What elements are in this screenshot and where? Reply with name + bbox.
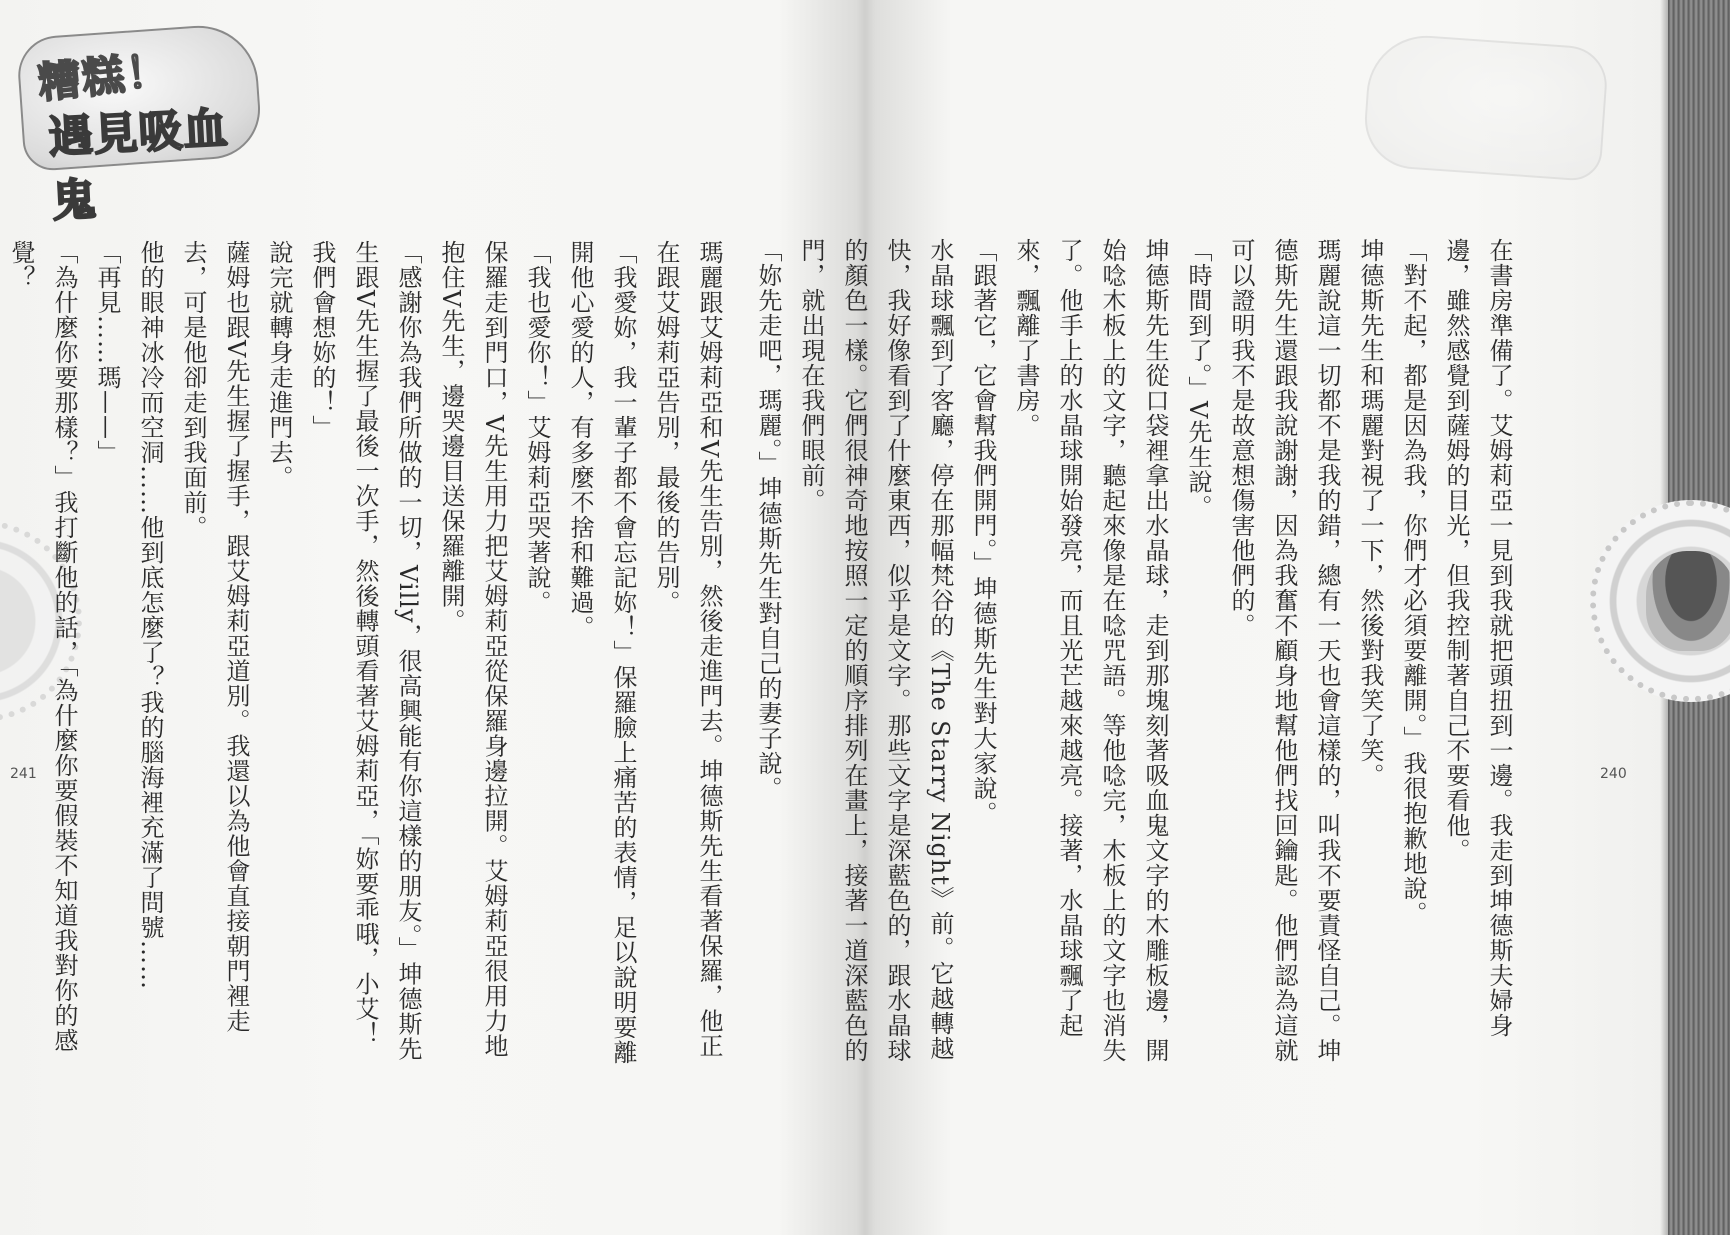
paragraph: 「為什麼你要那樣？」我打斷他的話，「為什麼你要假裝不知道我對你的感覺？ — [7, 240, 78, 1053]
paragraph: 「對不起，都是因為我，你們才必須要離開。」我很抱歉地說。 — [1399, 238, 1427, 926]
paragraph: 坤德斯先生和瑪麗對視了一下，然後對我笑了笑。 — [1356, 238, 1384, 788]
book-logo — [20, 30, 260, 228]
page-number-right: 240 — [1600, 766, 1627, 782]
paragraph: 「再見……瑪——」 — [93, 240, 121, 465]
bleed-through-logo — [1375, 40, 1605, 180]
paragraph: 薩姆也跟V先生握了握手，跟艾姆莉亞道別。我還以為他會直接朝門裡走去，可是他卻走到我面前。 — [179, 240, 250, 1034]
logo-title-line2: 遇見吸血鬼 — [47, 103, 230, 228]
paragraph: 坤德斯先生從口袋裡拿出水晶球，走到那塊刻著吸血鬼文字的木雕板邊，開始唸木板上的文字，聽起來像是在唸咒語。等他唸完，木板上的文字也消失了。他手上的水晶球開始發亮，而且光芒越來越亮。接著，水晶球飄了起來，飄離了書房。 — [1012, 238, 1169, 1063]
paragraph: 保羅走到門口，V先生用力把艾姆莉亞從保羅身邊拉開。艾姆莉亞很用力地抱住V先生，邊哭邊目送保羅離開。 — [437, 240, 508, 1059]
logo-title-line1: 糟糕！ — [36, 45, 173, 108]
paragraph: 「感謝你為我們所做的一切，Villy，很高興能有你這樣的朋友。」坤德斯先生跟V先生握了最後一次手，然後轉頭看著艾姆莉亞，「妳要乖哦，小艾！我們會想妳的！」 — [308, 240, 422, 1062]
right-page-text — [754, 238, 1520, 1073]
paragraph: 「跟著它，它會幫我們開門。」坤德斯先生對大家說。 — [969, 238, 997, 826]
paragraph: 瑪麗跟艾姆莉亞和V先生告別，然後走進門去。坤德斯先生看著保羅，他正在跟艾姆莉亞告別，最後的告別。 — [652, 240, 723, 1059]
paragraph: 說完就轉身走進門去。 — [265, 240, 293, 490]
paragraph: 瑪麗說這一切都不是我的錯，總有一天也會這樣的，叫我不要責怪自己。坤德斯先生還跟我說謝謝，因為我奮不顧身地幫他們找回鑰匙。他們認為這就可以證明我不是故意想傷害他們的。 — [1227, 238, 1341, 1063]
page-number-left: 241 — [10, 766, 37, 782]
paragraph: 他的眼神冰冷而空洞……他到底怎麼了？我的腦海裡充滿了問號…… — [136, 240, 164, 990]
paragraph: 水晶球飄到了客廳，停在那幅梵谷的《The Starry Night》前。它越轉越快，我好像看到了什麼東西，似乎是文字。那些文字是深藍色的，跟水晶球的顏色一樣。它們很神奇地按照一定的順序排列在畫上，接著一道深藍色的門，就出現在我們眼前。 — [797, 238, 954, 1063]
paragraph: 「我愛妳，我一輩子都不會忘記妳！」保羅臉上痛苦的表情，足以說明要離開他心愛的人，有多麼不捨和難過。 — [566, 240, 637, 1065]
ghost-logo-badge — [1362, 32, 1610, 182]
paragraph: 「我也愛你！」艾姆莉亞哭著說。 — [523, 240, 551, 615]
paragraph: 「時間到了。」V先生說。 — [1184, 238, 1212, 520]
girl-portrait-icon — [1646, 551, 1730, 651]
paragraph: 在書房準備了。艾姆莉亞一見到我就把頭扭到一邊。我走到坤德斯夫婦身邊，雖然感覺到薩姆的目光，但我控制著自己不要看他。 — [1442, 238, 1513, 1038]
paragraph: 「妳先走吧，瑪麗。」坤德斯先生對自己的妻子說。 — [754, 238, 782, 801]
